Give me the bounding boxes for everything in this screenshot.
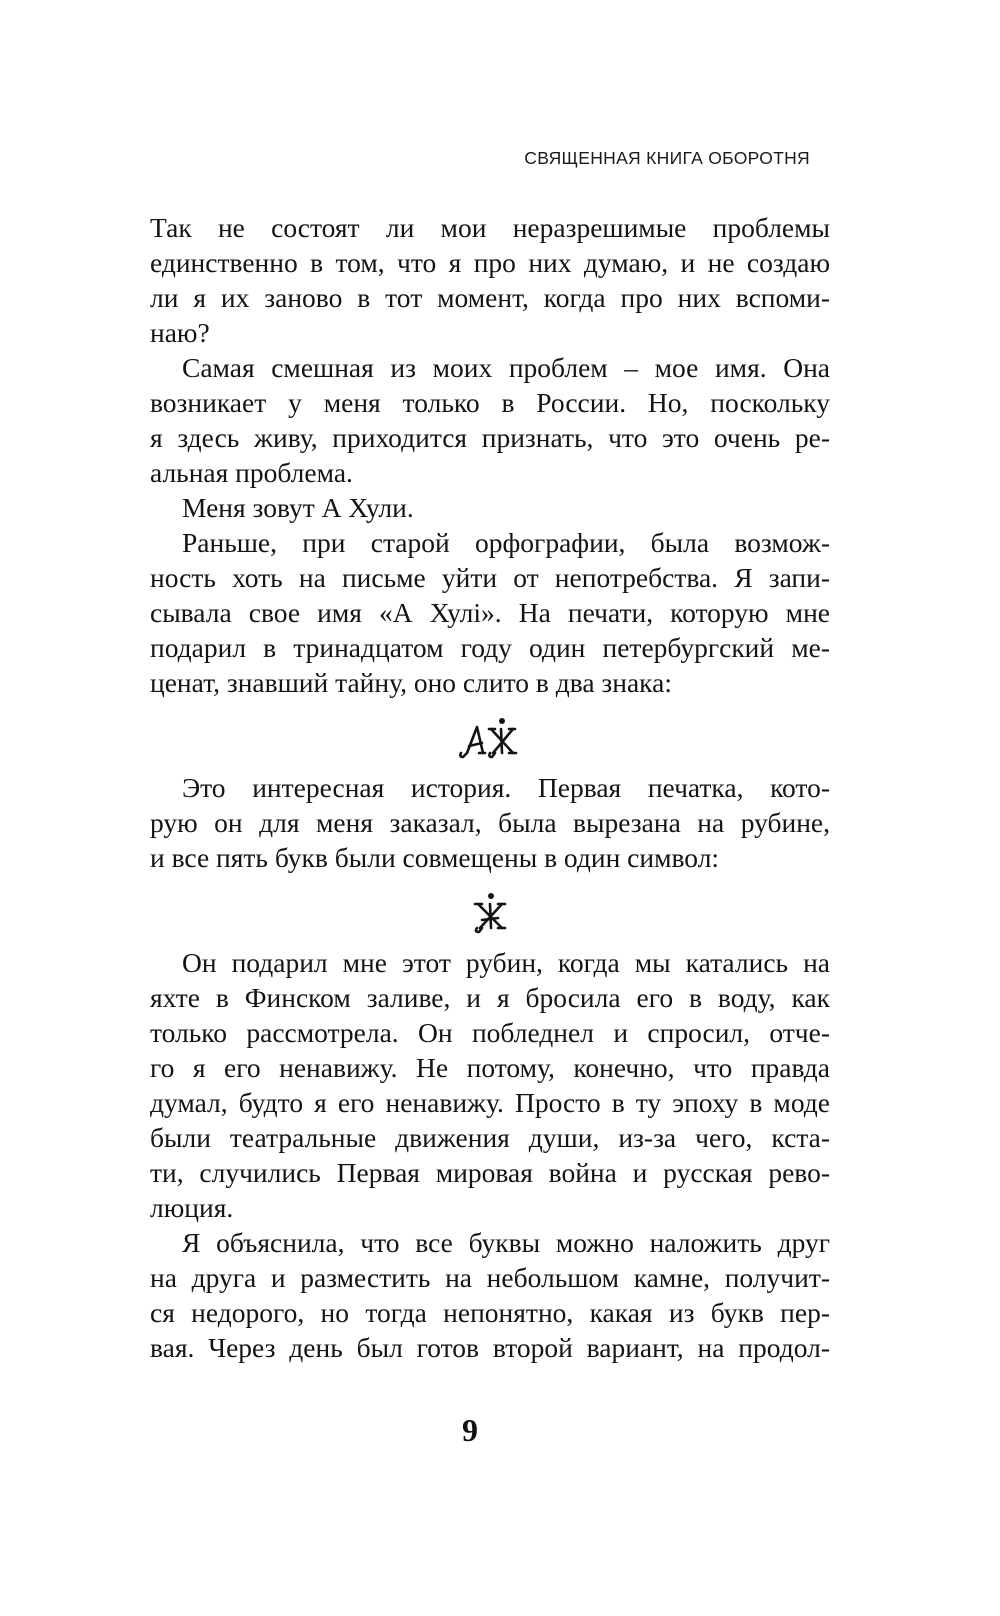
paragraph [150,350,830,490]
body-text [150,210,830,1365]
seal-two-sign-icon [455,713,525,763]
paragraph [150,525,830,700]
seal-single-symbol-icon [470,888,510,938]
text-line: Он подарил мне этот рубин, когда мы катались на [182,947,830,978]
text-line: подарил в тринадцатом году один петербургский ме- [150,632,830,663]
text-line: на друга и разместить на небольшом камне, получит- [150,1262,830,1293]
text-line: ти, случились Первая мировая война и русская рево- [150,1157,830,1188]
text-line: Я объяснила, что все буквы можно наложить друг [182,1227,830,1258]
text-line: единственно в том, что я про них думаю, и не создаю [150,247,830,278]
text-line: наю? [150,317,210,348]
text-line: рую он для меня заказал, была вырезана на рубине, [150,807,830,838]
text-line: люция. [150,1192,234,1223]
text-line: Раньше, при старой орфографии, была возмож- [182,527,830,558]
text-line: яхте в Финском заливе, и я бросила его в воду, как [150,982,830,1013]
page-number: 9 [462,1412,478,1448]
text-line: Так не состоят ли мои неразрешимые проблемы [150,212,830,243]
paragraph [150,945,830,1225]
text-line: были театральные движения души, из-за чего, кста- [150,1122,830,1153]
text-line: го я его ненавижу. Не потому, конечно, что правда [150,1052,830,1083]
text-line: ся недорого, но тогда непонятно, какая из букв пер- [150,1297,830,1328]
running-head-title: СВЯЩЕННАЯ КНИГА ОБОРОТНЯ [524,148,810,168]
paragraph [150,770,830,875]
text-line: сывала свое имя «А Хулi». На печати, которую мне [150,597,830,628]
text-line: ценат, знавший тайну, оно слито в два знака: [150,667,672,698]
single-symbol-seal [150,875,830,945]
text-line: я здесь живу, приходится признать, что это очень ре- [150,422,830,453]
paragraph [150,1225,830,1365]
text-line: ность хоть на письме уйти от непотребства. Я запи- [150,562,830,593]
text-line: возникает у меня только в России. Но, поскольку [150,387,830,418]
text-line: Это интересная история. Первая печатка, кото- [182,772,830,803]
text-line: только рассмотрела. Он побледнел и спросил, отче- [150,1017,830,1048]
two-sign-seal [150,700,830,770]
text-line: думал, будто я его ненавижу. Просто в ту эпоху в моде [150,1087,830,1118]
text-line: альная проблема. [150,457,353,488]
text-line: Самая смешная из моих проблем – мое имя. Она [182,352,830,383]
text-line: и все пять букв были совмещены в один символ: [150,842,720,873]
text-line: ли я их заново в тот момент, когда про них вспоми- [150,282,830,313]
paragraph [150,490,830,525]
text-line: Меня зовут А Хули. [182,492,414,523]
paragraph [150,210,830,350]
text-line: вая. Через день был готов второй вариант, на продол- [150,1332,830,1363]
